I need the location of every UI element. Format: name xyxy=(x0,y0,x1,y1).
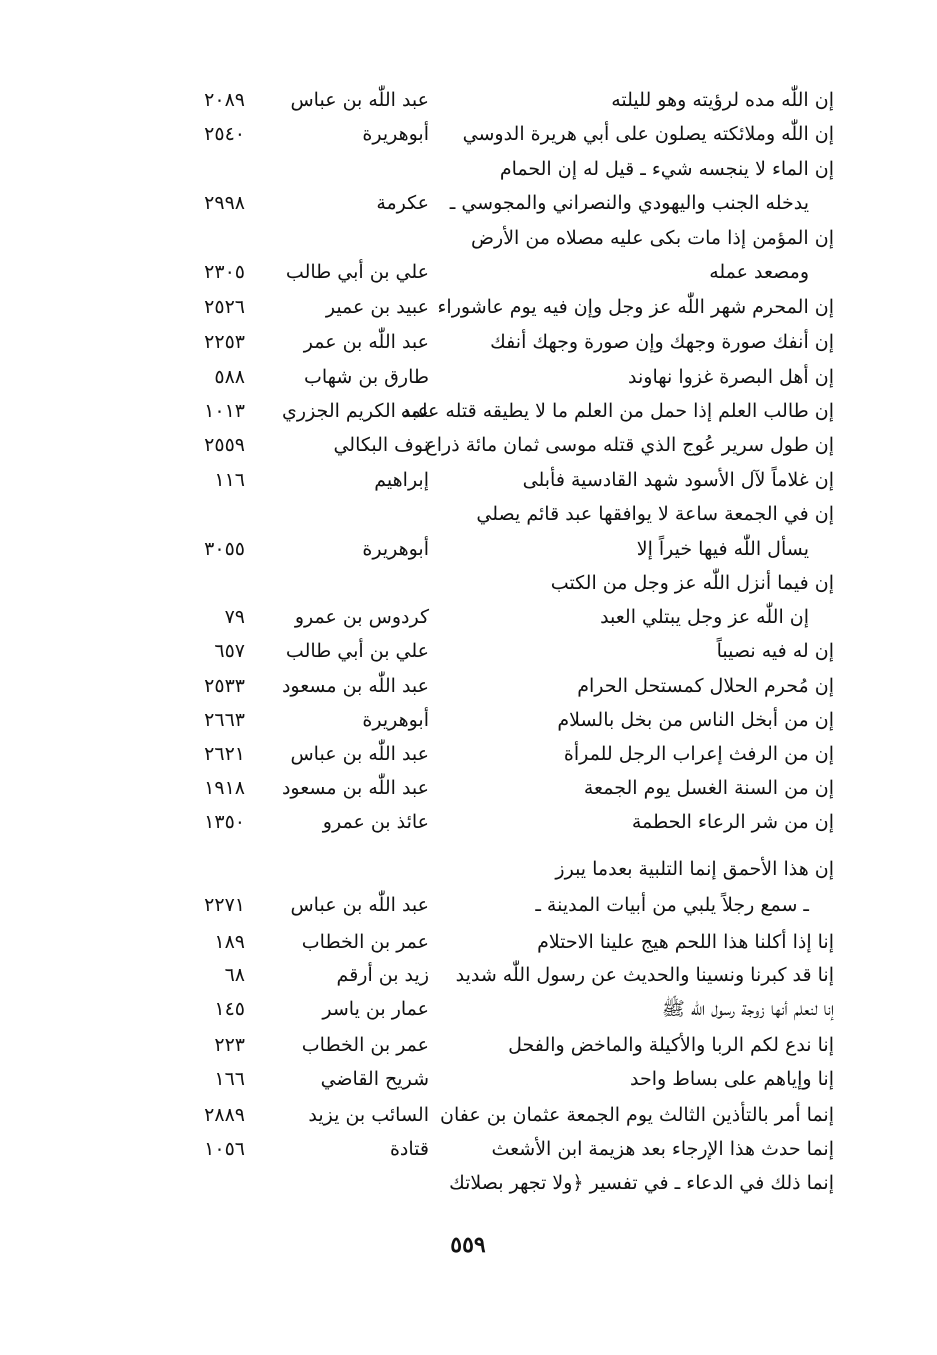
hadith-text: إن من الرفث إعراب الرجل للمرأة xyxy=(563,743,834,765)
hadith-text: إنما ذلك في الدعاء ـ في تفسير ﴿ولا تجهر بصلاتك xyxy=(449,1172,834,1194)
hadith-number: ٥٨٨ xyxy=(214,366,245,388)
hadith-text: إن المؤمن إذا مات بكى عليه مصلاه من الأرض xyxy=(471,227,834,249)
narrator-name: عبد اللّٰه بن عباس xyxy=(290,743,429,765)
narrator-name: علي بن أبي طالب xyxy=(285,261,429,283)
hadith-number: ٢٥٣٣ xyxy=(204,675,245,697)
hadith-number: ١٨٩ xyxy=(214,931,245,953)
narrator-name: السائب بن يزيد xyxy=(308,1104,429,1126)
narrator-name: زيد بن أرقم xyxy=(336,964,429,986)
hadith-number: ١٠٥٦ xyxy=(204,1138,245,1160)
hadith-text: إن المحرم شهر اللّٰه عز وجل وإن فيه يوم عاشوراء xyxy=(437,296,834,318)
narrator-name: عمار بن ياسر xyxy=(322,998,429,1020)
index-row xyxy=(0,1062,937,1096)
hadith-number: ١٣٥٠ xyxy=(204,811,245,833)
hadith-number: ٢٢٥٣ xyxy=(204,331,245,353)
hadith-text: إن أنفك صورة وجهك وإن صورة وجهك أنفك xyxy=(490,331,834,353)
hadith-text: إن في الجمعة ساعة لا يوافقها عبد قائم يصلي xyxy=(476,503,834,525)
narrator-name: عبد اللّٰه بن مسعود xyxy=(281,777,429,799)
index-row xyxy=(0,1166,937,1200)
index-row xyxy=(0,634,937,668)
index-row xyxy=(0,771,937,805)
hadith-number: ٦٥٧ xyxy=(214,640,245,662)
hadith-text: إن له فيه نصيباً xyxy=(716,640,834,662)
hadith-number: ١١٦ xyxy=(214,469,245,491)
index-row xyxy=(0,566,937,600)
hadith-number: ٢٢٧١ xyxy=(204,894,245,916)
index-row xyxy=(0,428,937,462)
hadith-number: ٣٠٥٥ xyxy=(204,538,245,560)
index-row xyxy=(0,221,937,255)
hadith-text: إن هذا الأحمق إنما التلبية بعدما يبرز xyxy=(555,858,834,880)
hadith-text: ـ سمع رجلاً يلبي من أبيات المدينة ـ xyxy=(535,894,809,916)
index-row xyxy=(0,1098,937,1132)
hadith-text: ومصعد عمله xyxy=(709,261,809,283)
narrator-name: عمر بن الخطاب xyxy=(301,931,429,953)
hadith-number: ٦٨ xyxy=(224,964,245,986)
index-row xyxy=(0,497,937,531)
index-row xyxy=(0,737,937,771)
page-number: ٥٥٩ xyxy=(450,1232,486,1258)
narrator-name: أبوهريرة xyxy=(362,538,429,560)
index-row xyxy=(0,669,937,703)
hadith-text: إنا إذا أكلنا هذا اللحم هيج علينا الاحتلام xyxy=(537,931,834,953)
hadith-text: إن الماء لا ينجسه شيء ـ قيل له إن الحمام xyxy=(499,158,834,180)
index-row xyxy=(0,463,937,497)
hadith-number: ٢٥٤٠ xyxy=(204,123,245,145)
hadith-number: ٢٣٠٥ xyxy=(204,261,245,283)
hadith-text: إنا لنعلم أنها زوجة رسول اللّٰه ﷺ xyxy=(661,998,834,1020)
hadith-text: إن أهل البصرة غزوا نهاوند xyxy=(628,366,834,388)
index-row xyxy=(0,152,937,186)
hadith-text: يدخله الجنب واليهودي والنصراني والمجوسي ـ xyxy=(449,192,809,214)
index-row xyxy=(0,360,937,394)
hadith-text: إن طالب العلم إذا حمل من العلم ما لا يطيقه قتله علمه xyxy=(400,400,834,422)
hadith-text: إن من السنة الغسل يوم الجمعة xyxy=(583,777,834,799)
hadith-number: ١٤٥ xyxy=(214,998,245,1020)
hadith-text: إنا وإياهم على بساط واحد xyxy=(630,1068,834,1090)
index-row xyxy=(0,992,937,1026)
hadith-text: إن غلاماً لآل الأسود شهد القادسية فأبلى xyxy=(522,469,834,491)
index-row xyxy=(0,852,937,886)
index-row xyxy=(0,394,937,428)
hadith-text: إن من أبخل الناس من بخل بالسلام xyxy=(557,709,834,731)
narrator-name: عبد اللّٰه بن عمر xyxy=(303,331,429,353)
narrator-name: إبراهيم xyxy=(374,469,429,491)
hadith-number: ٢٦٢١ xyxy=(204,743,245,765)
narrator-name: أبوهريرة xyxy=(362,709,429,731)
index-row xyxy=(0,117,937,151)
index-row xyxy=(0,600,937,634)
hadith-number: ٢٥٢٦ xyxy=(204,296,245,318)
index-row xyxy=(0,290,937,324)
narrator-name: عبد اللّٰه بن عباس xyxy=(290,894,429,916)
narrator-name: علي بن أبي طالب xyxy=(285,640,429,662)
narrator-name: عبد اللّٰه بن مسعود xyxy=(281,675,429,697)
narrator-name: عبيد بن عمير xyxy=(325,296,429,318)
hadith-text: إن من شر الرعاء الحطمة xyxy=(631,811,834,833)
hadith-text: إن اللّٰه عز وجل يبتلي العبد xyxy=(600,606,809,628)
hadith-text: إن مُحرم الحلال كمستحل الحرام xyxy=(577,675,834,697)
index-row xyxy=(0,1028,937,1062)
index-row xyxy=(0,1132,937,1166)
narrator-name: قتادة xyxy=(389,1138,429,1160)
hadith-text: إن اللّٰه وملائكته يصلون على أبي هريرة الدوسي xyxy=(462,123,834,145)
hadith-text: إنما أمر بالتأذين الثالث يوم الجمعة عثمان بن عفان xyxy=(439,1104,834,1126)
index-row xyxy=(0,805,937,839)
hadith-number: ١٠١٣ xyxy=(204,400,245,422)
narrator-name: عكرمة xyxy=(376,192,429,214)
narrator-name: عبد اللّٰه بن عباس xyxy=(290,89,429,111)
hadith-text: إنما حدث هذا الإرجاء بعد هزيمة ابن الأشعث xyxy=(491,1138,834,1160)
narrator-name: عمر بن الخطاب xyxy=(301,1034,429,1056)
narrator-name: عائذ بن عمرو xyxy=(322,811,429,833)
hadith-text: يسأل اللّٰه فيها خيراً إلا xyxy=(636,538,809,560)
narrator-name: كردوس بن عمرو xyxy=(294,606,429,628)
index-row xyxy=(0,958,937,992)
hadith-number: ٧٩ xyxy=(224,606,245,628)
hadith-text: إنا قد كبرنا ونسينا والحديث عن رسول اللّٰه شديد xyxy=(455,964,834,986)
index-row xyxy=(0,925,937,959)
narrator-name: شريح القاضي xyxy=(320,1068,429,1090)
hadith-number: ٢٢٣ xyxy=(214,1034,245,1056)
hadith-number: ٢٦٦٣ xyxy=(204,709,245,731)
hadith-number: ٢٨٨٩ xyxy=(204,1104,245,1126)
hadith-number: ١٩١٨ xyxy=(204,777,245,799)
narrator-name: أبوهريرة xyxy=(362,123,429,145)
hadith-number: ٢٩٩٨ xyxy=(204,192,245,214)
narrator-name: نوف البكالي xyxy=(333,434,429,456)
index-row xyxy=(0,255,937,289)
index-row xyxy=(0,532,937,566)
index-row xyxy=(0,888,937,922)
hadith-text: إنا ندع لكم الربا والأكيلة والماخض والفحل xyxy=(508,1034,834,1056)
narrator-name: طارق بن شهاب xyxy=(303,366,429,388)
index-row xyxy=(0,703,937,737)
index-row xyxy=(0,186,937,220)
index-row xyxy=(0,83,937,117)
index-row xyxy=(0,325,937,359)
hadith-text: إن فيما أنزل اللّٰه عز وجل من الكتب xyxy=(550,572,834,594)
hadith-number: ٢٠٨٩ xyxy=(204,89,245,111)
hadith-text: إن طول سرير عُوج الذي قتله موسى ثمان مائة ذراع xyxy=(425,434,834,456)
narrator-name: عبد الكريم الجزري xyxy=(282,400,429,422)
hadith-text: إن اللّٰه مده لرؤيته وهو لليلته xyxy=(611,89,834,111)
hadith-number: ٢٥٥٩ xyxy=(204,434,245,456)
hadith-number: ١٦٦ xyxy=(214,1068,245,1090)
